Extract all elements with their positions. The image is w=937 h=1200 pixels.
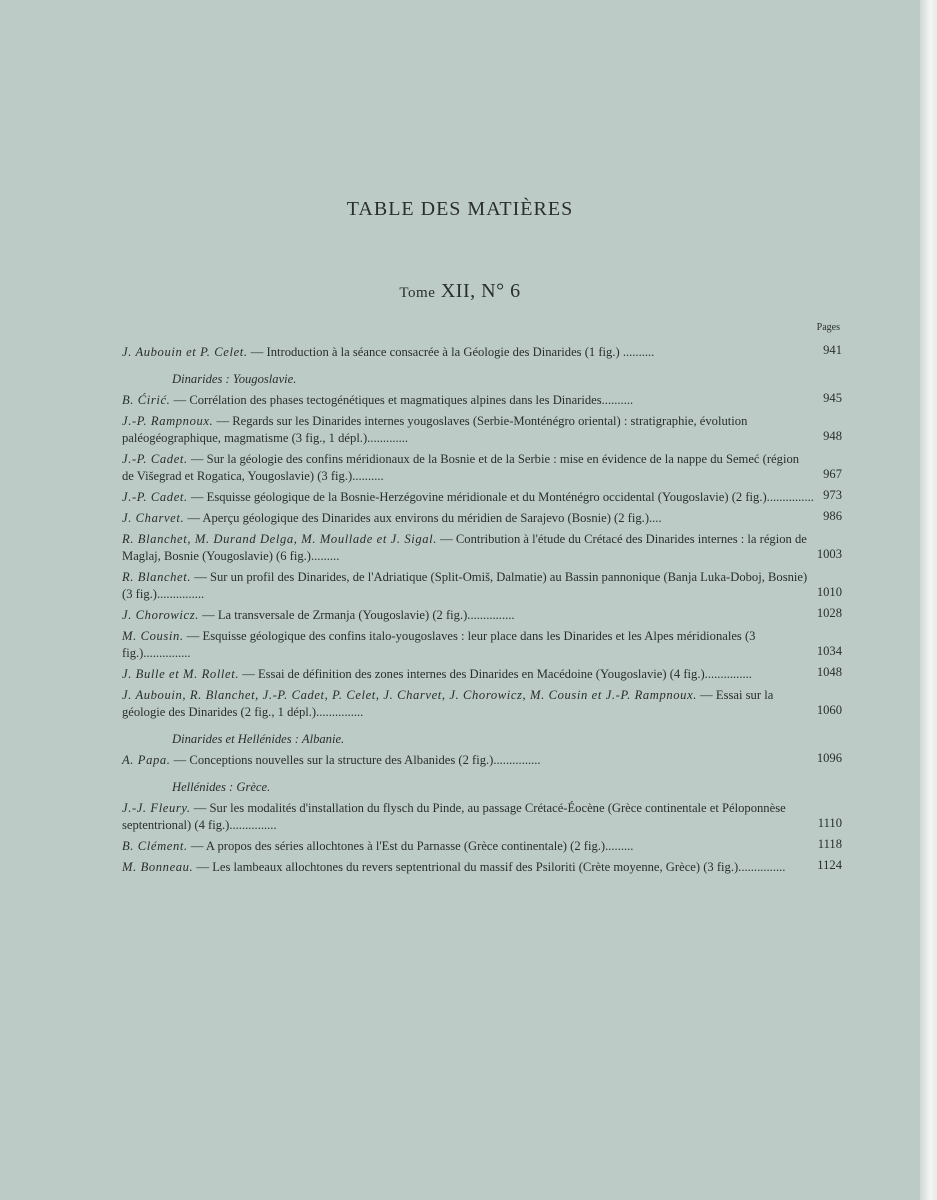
entry-title: — Esquisse géologique des confins italo-yougoslaves : leur place dans les Dinarides et les Alpes méridionales (3 fig.)...............: [122, 629, 756, 660]
entry-author: J.-P. Cadet.: [122, 490, 188, 504]
entry-page-number: 948: [823, 429, 842, 443]
entry-author: J. Chorowicz.: [122, 608, 199, 622]
volume-subtitle: [0, 280, 920, 303]
entry-text: [122, 344, 842, 361]
page-title: TABLE DES MATIÈRES: [346, 198, 574, 220]
entry-author: A. Papa.: [122, 753, 171, 767]
entry-page-number: 1048: [816, 665, 842, 679]
entry-author: J. Charvet.: [122, 511, 185, 525]
toc-entry: [122, 628, 842, 662]
entry-title: — Regards sur les Dinarides internes yougoslaves (Serbie-Monténégro oriental) : stratigraphie, évolution paléogéographique, magmatisme (3 fig., 1 dépl.).............: [122, 414, 748, 445]
entry-text: [122, 569, 842, 603]
toc-entry: [122, 413, 842, 447]
pages-column-label: Pages: [816, 322, 840, 333]
entry-author: M. Cousin.: [122, 629, 184, 643]
entry-text: [122, 489, 842, 506]
entry-title: — Sur la géologie des confins méridionaux de la Bosnie et de la Serbie : mise en évidence de la nappe du Semeć (région de Višegrad et Rogatica, Yougoslavie) (3 fig.)..........: [122, 452, 800, 483]
entry-title: — Esquisse géologique de la Bosnie-Herzégovine méridionale et du Monténégro occidental (Yougoslavie) (2 fig.)...............: [187, 490, 814, 504]
entry-title: — La transversale de Zrmanja (Yougoslavie) (2 fig.)...............: [198, 608, 515, 622]
entry-page-number: 967: [823, 467, 842, 481]
entry-title: — A propos des séries allochtones à l'Est du Parnasse (Grèce continentale) (2 fig.).........: [187, 839, 634, 853]
table-of-contents: [122, 340, 842, 876]
toc-entry: [122, 510, 842, 527]
toc-entry: [122, 800, 842, 834]
entry-title: — Contribution à l'étude du Crétacé des Dinarides internes : la région de Maglaj, Bosnie (Yougoslavie) (6 fig.).........: [122, 532, 807, 563]
toc-entry: [122, 752, 842, 769]
entry-author: J. Aubouin, R. Blanchet, J.-P. Cadet, P. Celet, J. Charvet, J. Chorowicz, M. Cousin et J.-P. Rampnoux.: [122, 688, 698, 702]
entry-author: J.-J. Fleury.: [122, 801, 191, 815]
entry-author: J.-P. Cadet.: [122, 452, 188, 466]
entry-text: [122, 666, 842, 683]
entry-title: — Les lambeaux allochtones du revers septentrional du massif des Psiloriti (Crète moyenne, Grèce) (3 fig.)...............: [193, 860, 786, 874]
entry-text: [122, 838, 842, 855]
entry-text: [122, 752, 842, 769]
entry-page-number: 1124: [817, 858, 842, 872]
entry-text: [122, 392, 842, 409]
toc-entry: [122, 489, 842, 506]
section-heading: Hellénides : Grèce.: [172, 780, 271, 794]
entry-title: — Essai de définition des zones internes des Dinarides en Macédoine (Yougoslavie) (4 fig.)...............: [239, 667, 752, 681]
entry-title: — Sur les modalités d'installation du flysch du Pinde, au passage Crétacé-Éocène (Grèce continentale et Péloponnèse septentrional) (4 fig.)...............: [122, 801, 786, 832]
entry-text: [122, 607, 842, 624]
entry-page-number: 1118: [817, 837, 842, 851]
entry-author: J.-P. Rampnoux.: [122, 414, 214, 428]
toc-entry: [122, 451, 842, 485]
entry-text: [122, 531, 842, 565]
section-heading: Dinarides : Yougoslavie.: [172, 372, 297, 386]
entry-page-number: 1110: [817, 816, 842, 830]
entry-text: [122, 628, 842, 662]
entry-page-number: 945: [823, 391, 842, 405]
entry-page-number: 1034: [816, 644, 842, 658]
entry-author: B. Ćirić.: [122, 393, 171, 407]
entry-page-number: 973: [823, 488, 842, 502]
entry-text: [122, 510, 842, 527]
tome-label: Tome: [399, 285, 436, 301]
entry-text: [122, 859, 842, 876]
toc-entry: [122, 666, 842, 683]
entry-page-number: 1096: [816, 751, 842, 765]
entry-text: [122, 413, 842, 447]
toc-entry: [122, 859, 842, 876]
entry-page-number: 1060: [816, 703, 842, 717]
toc-entry: [122, 392, 842, 409]
entry-title: — Aperçu géologique des Dinarides aux environs du méridien de Sarajevo (Bosnie) (2 fig.)....: [184, 511, 662, 525]
entry-author: J. Aubouin et P. Celet.: [122, 345, 248, 359]
entry-author: J. Bulle et M. Rollet.: [122, 667, 240, 681]
entry-title: — Conceptions nouvelles sur la structure des Albanides (2 fig.)...............: [170, 753, 541, 767]
entry-text: [122, 451, 842, 485]
entry-author: M. Bonneau.: [122, 860, 194, 874]
entry-author: R. Blanchet, M. Durand Delga, M. Moullade et J. Sigal.: [122, 532, 438, 546]
entry-page-number: 1028: [816, 606, 842, 620]
entry-page-number: 986: [823, 509, 842, 523]
toc-entry: [122, 344, 842, 361]
toc-entry: [122, 607, 842, 624]
entry-title: — Corrélation des phases tectogénétiques et magmatiques alpines dans les Dinarides..........: [170, 393, 634, 407]
volume-number: XII, N° 6: [440, 280, 521, 302]
toc-entry: [122, 569, 842, 603]
entry-page-number: 1003: [816, 547, 842, 561]
entry-text: [122, 687, 842, 721]
toc-entry: [122, 687, 842, 721]
page-edge: [920, 0, 937, 1200]
toc-entry: [122, 531, 842, 565]
entry-author: B. Clément.: [122, 839, 188, 853]
entry-text: [122, 800, 842, 834]
entry-page-number: 1010: [816, 585, 842, 599]
entry-page-number: 941: [823, 343, 842, 357]
toc-entry: [122, 838, 842, 855]
entry-author: R. Blanchet.: [122, 570, 192, 584]
section-heading: Dinarides et Hellénides : Albanie.: [172, 732, 345, 746]
entry-title: — Introduction à la séance consacrée à la Géologie des Dinarides (1 fig.) ..........: [247, 345, 655, 359]
entry-title: — Essai sur la géologie des Dinarides (2 fig., 1 dépl.)...............: [122, 688, 774, 719]
entry-title: — Sur un profil des Dinarides, de l'Adriatique (Split-Omiš, Dalmatie) au Bassin pannonique (Banja Luka-Doboj, Bosnie) (3 fig.)...............: [122, 570, 808, 601]
